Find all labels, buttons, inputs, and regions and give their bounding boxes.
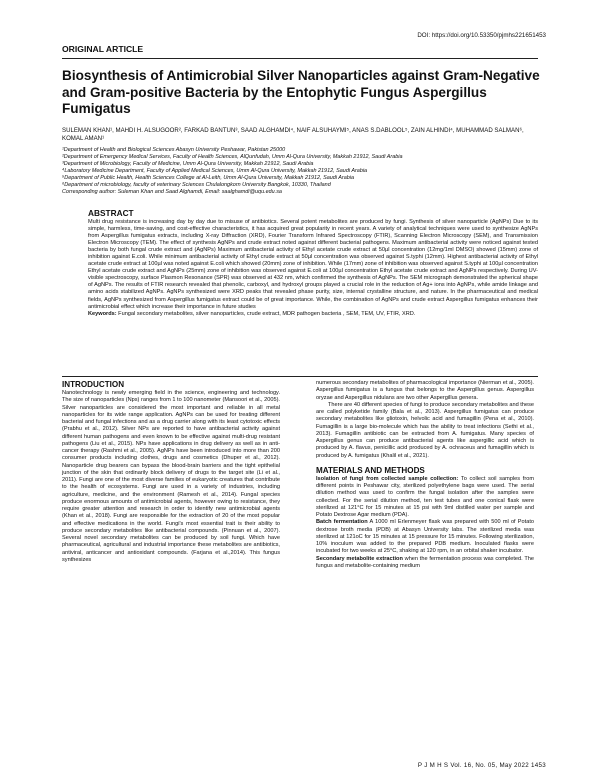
methods-paragraph — [316, 556, 534, 571]
methods-heading: MATERIALS AND METHODS — [316, 465, 425, 475]
right-column — [316, 380, 534, 570]
affiliation: ⁶Department of microbiology, faculty of veterinary Sciences Chulalongkorn University Bangkok, 10330, Thailand — [62, 182, 331, 189]
left-column — [62, 380, 280, 564]
methods-lead: Secondary metabolite extraction — [316, 555, 403, 562]
abstract-body: Multi drug resistance is increasing day by day due to misuse of antibiotics. Several potent metabolites are produced by fungi. Synthesis of silver nanoparticle (AgNPs) Due to its simple, harmless, time-saving, and cost-effective characteristics, it has acquired great popularity in recent years. A variety of analytical techniques were used to synthesize AgNPs from Aspergillus fumigatus extracts, including X-ray Diffraction (XRD), Fourier Transform Infrared Spectroscopy (FTIR), Scanning Electron Microscopy (SEM), and Transmission Electron Microscopy (TEM). The effect of synthesis AgNPs and crude extract noted against different bacterial pathogens. Maximum antibacterial activity were noticed against tested bacteria by both fungal crude extract and (AgNPs) Maximum antibacterial activity of Ethyl acetate crude extract at 50µl concentration (12mg/1ml DMSO) showed (15mm) zone of inhibition against E.coli. While minimum antibacterial activity of Ethyl crude extract at 50µl concentration was observed against S.typhi (12mm). Highest antibacterial activity of Ethyl acetate crude extract at 100µl was noted against E.coli which showed (20mm) zone of inhibition. While (17mm) zone of inhibition was observed against S.typhi at 100µl concentration Ethyl acetate crude extract and AgNPs (25mm) zone of inhibition was observed against E.coli at 100µl concentration Ethyl acetate crude extract and AgNPs respectively. During UV-visible spectroscopy, surface Plasmon Resonance (SPR) was observed at 432 nm, which confirmed the synthesis of AgNPs. The SEM micrograph demonstrated the spherical shape of AgNPs. The results of FTIR research revealed that phenolic, carboxyl, and hydroxyl groups played a crucial role in the reduction of Ag+ ions into AgNPs, while amide linkage and amino acids stabilized AgNPs. AgNPs synthesized were XRD peaks that revealed phase purity, size, internal crystalline structure, and nature. In the pharmaceutical and medical fields, AgNPs synthesized from Aspergillus fumigatus extract could be of great importance. While, the combination of AgNPs and crude extract Aspergillus fumigatus enhances their antimicrobial effect which increase their importance in future studies — [88, 219, 538, 310]
author-list: SULEMAN KHAN¹, MAHDI H. ALSUGOOR², FARKAD BANTUN³, SAAD ALGHAMDI⁴, NAIF ALSUHAYMI⁵, ANAS S.DABLOOL⁵, ZAIN ALHINDI⁴, MUHAMMAD SALMAN⁶, KOMAL AMAN¹ — [62, 127, 524, 143]
methods-text: A 1000 ml Erlenmeyer flask was prepared with 500 ml of Potato dextrose broth media (PDB) at Abasyn University labs. The sterilized media was sterilized at 121oC for 15 minutes at 15 pressure for 15 minutes. Following sterilization, 10% inoculum was added to the prepared PDB medium. Inoculated flasks were incubated for two weeks at 25°C, shaking at 120 rpm, in an orbital shaker incubator. — [316, 519, 534, 555]
abstract-section — [88, 208, 538, 318]
keywords-list: Fungal secondary metabolites, silver nanoparticles, crude extract, MDR pathogen bacteria , SEM, TEM, UV, FTIR, XRD. — [116, 310, 416, 317]
journal-footer: P J M H S Vol. 16, No. 05, May 2022 1453 — [417, 762, 546, 769]
affiliation: ³Department of Microbiology, Faculty of Medicine, Umm Al-Qura University, Makkah 21912, Saudi Arabia — [62, 161, 314, 168]
corresponding-author: Corresponding author: Suleman Khan and Saad Alghamdi, Email: saalghamdi@uqu.edu.sa — [62, 189, 282, 196]
intro-continued-paragraph: numerous secondary metabolites of pharmacological importance (Nierman et al., 2005). Aspergillus fumigatus is a fungus that belongs to the Aspergillus genus. Aspergillus oryzae and Aspergillus nidulans are two other Aspergillus genera. — [316, 380, 534, 401]
article-type-label: ORIGINAL ARTICLE — [62, 44, 144, 54]
affiliation: ⁵Department of Public Health, Health Sciences College at Al-Leith, Umm Al-Qura University, Makkah 21912, Saudi Arabia — [62, 175, 355, 182]
article-title: Biosynthesis of Antimicrobial Silver Nanoparticles against Gram-Negative and Gram-positive Bacteria by the Entophytic Fungus Aspergillus Fumigatus — [62, 68, 540, 117]
header-rule — [62, 58, 538, 59]
methods-text: To collect soil samples from different points in Peshawar city, sterilized polyethylene bags were used. The serial dilution method was used to confirm the fungal isolation after the samples were collected. For the serial dilution method, ten test tubes and one conical flask were sterilized at 121°C for 15 minutes at 15 psi with 9ml distilled water per sample and Potato Dextrose Agar medium (PDA). — [316, 475, 534, 518]
keywords-label: Keywords: — [88, 310, 117, 317]
affiliation: ¹Department of Health and Biological Sciences Abasyn University Peshawar, Pakistan 25000 — [62, 147, 286, 153]
abstract-heading: ABSTRACT — [88, 208, 134, 218]
methods-lead: Batch fermentation — [316, 519, 368, 526]
keywords — [88, 311, 538, 318]
methods-paragraph — [316, 476, 534, 520]
methods-paragraph — [316, 519, 534, 555]
affiliations — [62, 147, 540, 196]
affiliation: ⁴Laboratory Medicine Department, Faculty of Applied Medical Sciences, Umm Al-Qura University, Makkah 21912, Saudi Arabia — [62, 168, 368, 175]
affiliation: ²Department of Emergency Medical Services, Faculty of Health Sciences, AlQunfudah, Umm Al-Qura University, Makkah 21912, Saudi Arabia — [62, 154, 403, 161]
introduction-heading: INTRODUCTION — [62, 380, 125, 389]
methods-text: when the fermentation process was completed. The fungus and metabolite-containing medium — [316, 555, 534, 569]
doi-link[interactable]: DOI: https://doi.org/10.53350/pjmhs221651453 — [417, 32, 546, 39]
intro-continued-paragraph: There are 40 different species of fungi to produce secondary metabolites and these are called polyketide family (Bala et al., 2013). Aspergillus fumigatus can produce secondary metabolites like gliotoxin, helvolic acid and fumagillin (Pena et al., 2010). Fumagillin is a large bio-molecule which has the ability to treat infections (Sethi et al., 2013). Fumagillin antibiotic can be extracted from A. fumigatus. Many species of Aspergillus genus can produce antibacterial agents like aspergillic acid which is produced by A. flavus, penicillic acid produced by A. ochraceus and fumagillin which is produced by A. fumigatus (Khalil et al., 2021). — [316, 401, 534, 459]
introduction-paragraph: Nanotechnology is newly emerging field in the science, engineering and technology. The size of nanoparticles (Nps) ranges from 1 to 100 nanometer (Mansoori et al., 2005). Silver nanoparticles are considered the most important and reliable in all metal nanoparticles for its wide range application. AgNPs can be used for treating different bacterial and fungal infections and as a drug carrier along with its least cytotoxic effects (Prabhu et al., 2012). Silver NPs are reported to have antibacterial activity against different human pathogens and even known to be effective against multi-drug resistant pathogens (Liu et al., 2015). NPs have applications in drug delivery as well as in anti-cancer therapy (Rashmi et al., 2005). AgNPs have been introduced into more than 200 consumer products including clothes, drugs and cosmetics (Dhuper et al., 2012). Nanoparticle drug bearers can bypass the blood-brain barriers and the tight epithelial junction of the skin that ordinarily block delivery of drugs to the target site (Li et al., 2011). Fungi are one of the most diverse families of eukaryotic creatures that contribute to the health of ecosystems. Fungi are used in a variety of industries, including agriculture, medicine, and the environment (Ramesh et al., 2014). Fungal species produce enormous amounts of antimicrobial agents, however owing to resistance, they require greater attention and research in order to identify new antimicrobial agents (Khan et al., 2018). Fungi are responsible for the extraction of 20 of the most popular and effective medications in the world. Fungi's most essential trait is their ability to produce secondary metabolites like antibacterial compounds. (Pinnuan et al., 2007). Several novel secondary metabolites can be produced by soil fungi. Which have pharmaceutical, agricultural and industrial importance these metabolites are antibiotics, antiviral, anticancer and antioxidant compounds. (Farjana et al.,2014). This fungus synthesizes — [62, 390, 280, 563]
methods-lead: Isolation of fungi from collected sample collection: — [316, 475, 459, 482]
abstract-rule — [62, 376, 538, 377]
